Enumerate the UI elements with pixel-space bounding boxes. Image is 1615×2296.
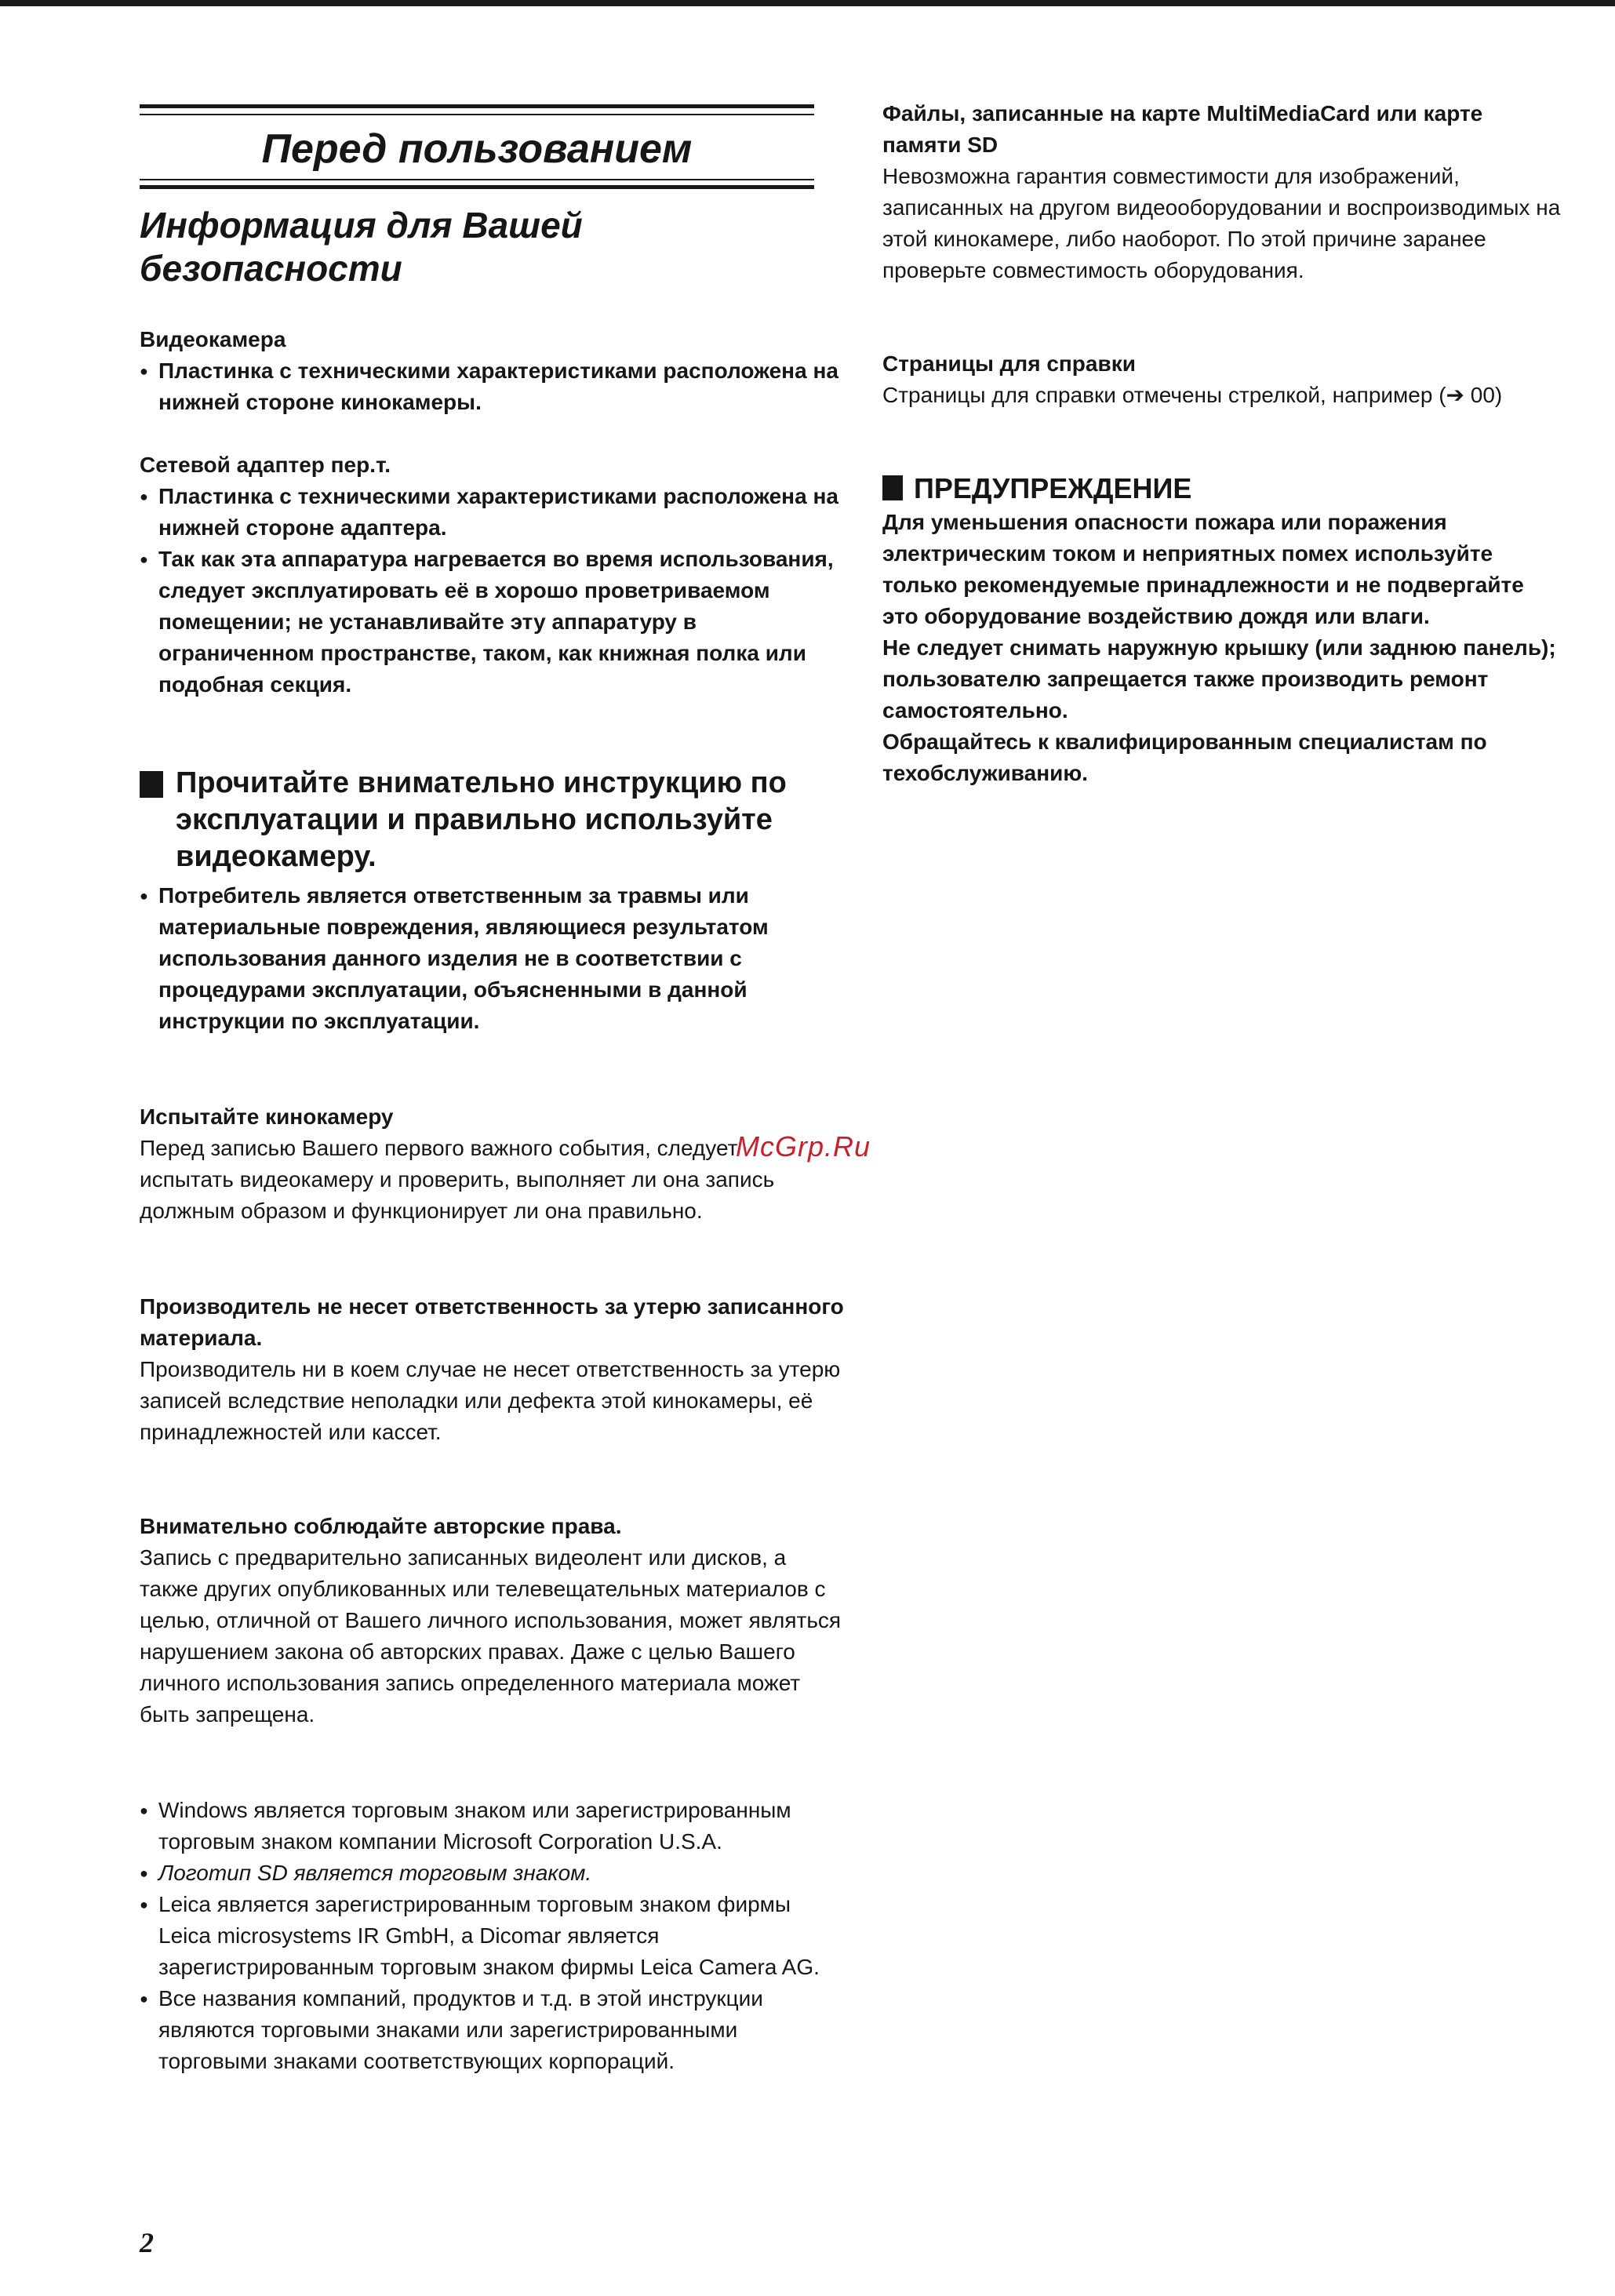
read-instructions-bullet: ● Потребитель является ответственным за травмы или материальные повреждения, являющиеся результатом использования данного изделия не в соответствии с процедурами эксплуатации, объясненными в данной инструкции по эксплуатации. xyxy=(140,880,814,1037)
files-text: Невозможна гарантия совместимости для изображений, записанных на другом видеооборудовании и воспроизводимых на этой кинокамере, либо наоборот. По этой причине заранее проверьте совместимость оборудования. xyxy=(882,164,1561,282)
test-camera-heading: Испытайте кинокамеру xyxy=(140,1104,394,1129)
warning-section xyxy=(882,471,1565,789)
section-title: Информация для Вашей безопасности xyxy=(140,205,583,289)
liability-text: Производитель ни в коем случае не несет ответственность за утерю записей вследствие неполадки или дефекта этой кинокамеры, её принадлежностей или кассет. xyxy=(140,1357,841,1444)
adapter-bullet: ● Пластинка с техническими характеристиками расположена на нижней стороне адаптера. xyxy=(140,481,846,544)
black-square-marker xyxy=(882,475,903,500)
files-section xyxy=(882,98,1565,286)
liability-section xyxy=(140,1291,846,1448)
adapter-section xyxy=(140,449,846,700)
trademark-item: ● Все названия компаний, продуктов и т.д. в этой инструкции являются торговыми знаками или зарегистрированными торговыми знаками соответствующих корпораций. xyxy=(140,1983,846,2077)
adapter-bullet: ● Так как эта аппаратура нагревается во время использования, следует эксплуатировать её в хорошо проветриваемом помещении; не устанавливайте эту аппаратуру в ограниченном пространстве, таком, как книжная полка или подобная секция. xyxy=(140,544,846,700)
warning-text: Для уменьшения опасности пожара или поражения электрическим током и неприятных помех используйте только рекомендуемые принадлежности и не подвергайте это оборудование воздействию дождя или влаги. xyxy=(882,510,1524,628)
reference-section xyxy=(882,348,1565,411)
title-rule-bottom-thin xyxy=(140,179,814,180)
videocamera-bullet: ● Пластинка с техническими характеристиками расположена на нижней стороне кинокамеры. xyxy=(140,355,846,418)
videocamera-heading: Видеокамера xyxy=(140,327,286,351)
adapter-heading: Сетевой адаптер пер.т. xyxy=(140,453,391,477)
warning-heading: ПРЕДУПРЕЖДЕНИЕ xyxy=(882,471,1565,507)
trademarks-section xyxy=(140,1795,846,2077)
title-rule-top-thin xyxy=(140,114,814,115)
black-square-marker xyxy=(140,771,163,798)
test-camera-text: Перед записью Вашего первого важного события, следует испытать видеокамеру и проверить, выполняет ли она запись должным образом и функционирует ли она правильно. xyxy=(140,1136,775,1223)
page-title: Перед пользованием xyxy=(261,126,693,172)
copyright-heading: Внимательно соблюдайте авторские права. xyxy=(140,1514,622,1538)
title-rule-top xyxy=(140,104,814,108)
liability-heading: Производитель не несет ответственность за утерю записанного материала. xyxy=(140,1294,844,1350)
warning-text: Обращайтесь к квалифицированным специалистам по техобслуживанию. xyxy=(882,730,1487,785)
scan-top-edge xyxy=(0,0,1615,6)
trademark-item: ● Windows является торговым знаком или зарегистрированным торговым знаком компании Microsoft Corporation U.S.A. xyxy=(140,1795,846,1858)
trademark-item: ● Логотип SD является торговым знаком. xyxy=(140,1858,846,1889)
copyright-section xyxy=(140,1511,846,1730)
copyright-text: Запись с предварительно записанных видеолент или дисков, а также других опубликованных или телевещательных материалов с целью, отличной от Вашего личного использования, может являться нарушением закона об авторских правах. Даже с целью Вашего личного использования запись определенного материала может быть запрещена. xyxy=(140,1545,842,1727)
files-heading: Файлы, записанные на карте MultiMediaCard или карте памяти SD xyxy=(882,101,1483,157)
warning-text: Не следует снимать наружную крышку (или заднюю панель); пользователю запрещается также производить ремонт самостоятельно. xyxy=(882,635,1556,722)
test-camera-section xyxy=(140,1101,846,1227)
page-number: 2 xyxy=(140,2227,154,2258)
videocamera-section xyxy=(140,324,846,418)
trademark-item: ● Leica является зарегистрированным торговым знаком фирмы Leica microsystems IR GmbH, a Dicomar является зарегистрированным торговым знаком фирмы Leica Camera AG. xyxy=(140,1889,846,1983)
watermark: McGrp.Ru xyxy=(736,1130,871,1163)
read-instructions-heading: Прочитайте внимательно инструкцию по эксплуатации и правильно используйте видеокамеру. xyxy=(140,765,814,875)
title-rule-bottom xyxy=(140,185,814,189)
reference-text: Страницы для справки отмечены стрелкой, например (➔ 00) xyxy=(882,383,1503,407)
reference-heading: Страницы для справки xyxy=(882,351,1136,376)
read-instructions-section xyxy=(140,765,814,1037)
